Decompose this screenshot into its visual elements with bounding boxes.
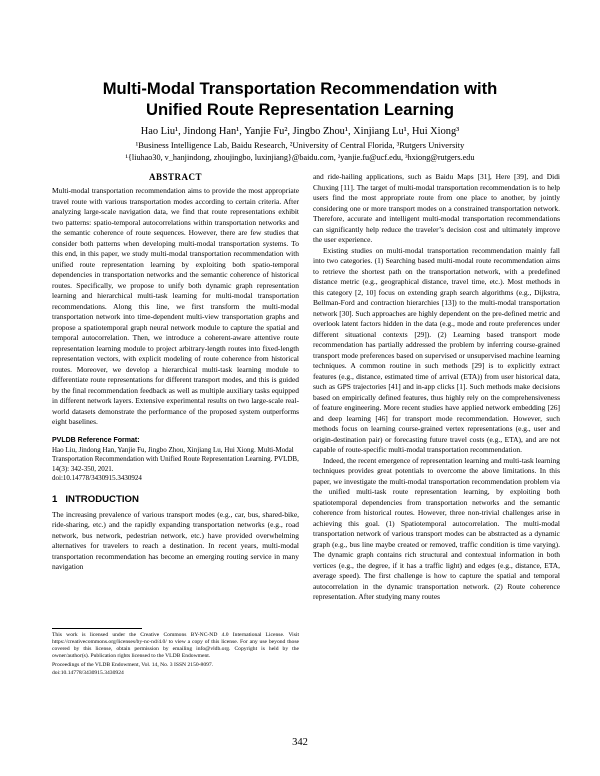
reference-format-heading: PVLDB Reference Format:	[52, 436, 140, 444]
reference-format	[52, 436, 299, 484]
footnote-divider	[52, 628, 142, 629]
right-column	[313, 172, 560, 603]
intro-paragraph-continued: and ride-hailing applications, such as Baidu Maps [31], Here [39], and Didi Chuxing [11]. The target of multi-modal transportation recommendation is to help users find the most appropriate route from one place to another, by jointly considering one or more transport modes on a constrained transportation network. Therefore, accurate and intelligent multi-modal transportation recommendations can significantly help reduce the traveler’s decision cost and ultimately improve the user experience.	[313, 172, 560, 244]
page-number: 342	[292, 737, 308, 748]
proceedings-info: Proceedings of the VLDB Endowment, Vol. 14, No. 3 ISSN 2150-8097.	[52, 661, 214, 668]
license-notice: This work is licensed under the Creative Commons BY-NC-ND 4.0 International License. Visit https://creativecommons.org/licenses/by-nc-nd/4.0/ to view a copy of this license. For any use beyond those covered by this license, obtain permission by emailing info@vldb.org. Copyright is held by the owner/author(s). Publication rights licensed to the VLDB Endowment.	[52, 632, 299, 660]
intro-paragraph-existing-studies: Existing studies on multi-modal transportation recommendation mainly fall into two categories. (1) Searching based multi-modal route recommendation aims to retrieve the shortest path on the transportation network, with a predefined distance metric (e.g., geographical distance, travel time, etc.). Most methods in this category [2, 10] focus on extending graph search algorithms (e.g., Dijkstra, Bellman-Ford and contraction hierarchies [13]) to the multi-modal transportation network [30]. Such approaches are highly dependent on the pre-defined metric and overlook latent factors hidden in the data (e.g., mode and route preferences under different situational contexts [29]). (2) Learning based transport mode recommendation has partially addressed the problem by inferring course-grained transport mode preferences based on supervised or unsupervised machine learning techniques. A common routine in such methods [29] is to explicitly extract features (e.g., distance, estimated time of arrival (ETA)) from user historical data, such as GPS trajectories [41] and in-app clicks [1]. Such methods make decisions based on empirically defined features, thus highly rely on the comprehensiveness of feature engineering. More recent studies have applied network embedding [26] and deep learning [46] for transport mode recommendation. However, such methods focus on learning course-grained vertex representations (e.g., user and origin-destination pair) or forecasting future travel costs (e.g., ETA), and are not capable of route-specific multi-modal transportation recommendation.	[313, 245, 560, 454]
intro-paragraph: The increasing prevalence of various transport modes (e.g., car, bus, shared-bike, ride-sharing, etc.) and the rapidly expanding transportation networks (e.g., road network, bus network, pedestrian network, etc.) have provided overwhelming alternatives for travelers to reach a destination. In recent years, multi-modal transportation recommendation has become an emerging routing service in many navigation	[52, 509, 299, 572]
title-line-2: Unified Route Representation Learning	[146, 100, 454, 119]
section-title: INTRODUCTION	[65, 493, 139, 505]
abstract-text: Multi-modal transportation recommendation aims to provide the most appropriate travel route with various transportation modes according to certain criteria. After analyzing large-scale navigation data, we find that route representations exhibit two patterns: spatio-temporal autocorrelations within transportation networks and the semantic coherence of route sequences. However, there are few studies that consider both patterns when developing multi-modal transportation systems. To this end, in this paper, we study multi-modal transportation recommendation with unified route representation learning by exploiting both spatio-temporal dependencies in transportation networks and the semantic coherence of historical routes. Specifically, we propose to unify both dynamic graph representation learning and hierarchical multi-task learning for multi-modal transportation recommendations. Along this line, we first transform the multi-modal transportation network into time-dependent multi-view transportation graphs and propose a spatiotemporal graph neural network module to capture the spatial and temporal autocorrelation. Then, we introduce a coherent-aware attentive route representation learning module to project arbitrary-length routes into fixed-length representation vectors, with explicit modeling of route coherence from historical routes. Moreover, we develop a hierarchical multi-task learning module to differentiate route representations for different transport modes, and this is guided by the final recommendation feedback as well as multiple auxiliary tasks equipped in different network layers. Extensive experimental results on two large-scale real-world datasets demonstrate the performance of the proposed system outperforms eight baselines.	[52, 186, 299, 426]
intro-paragraph-challenges: Indeed, the recent emergence of representation learning and multi-task learning techniques provides great potentials to overcome the above limitations. In this paper, we investigate the multi-modal transportation recommendation problem via the unified multi-task route representation learning, by exploiting both spatiotemporal dependencies from transportation networks and the semantic coherence from historical routes. However, three non-trivial challenges arise in achieving this goal. (1) Spatiotemporal autocorrelation. The multi-modal transportation network of various transport modes can be abstracted as a dynamic graph (e.g., bus line maybe created or removed, traffic condition is time varying). The dynamic graph contains rich structural and contextual information in both vertices (e.g., the degree, if it has a traffic light) and edges (e.g., distance, ETA, average speed). The first challenge is how to capture the spatial and temporal autocorrelation in the dynamic transportation network. (2) Route coherence representation. After studying many routes	[313, 455, 560, 601]
left-column	[52, 172, 299, 573]
reference-citation: Hao Liu, Jindong Han, Yanjie Fu, Jingbo Zhou, Xinjiang Lu, Hui Xiong. Multi-Modal Transportation Recommendation with Unified Route Representation Learning. PVLDB, 14(3): 342-350, 2021.	[52, 445, 299, 473]
title-line-1: Multi-Modal Transportation Recommendation with	[102, 79, 498, 98]
author-emails: ¹{liuhao30, v_hanjindong, zhoujingbo, luxinjiang}@baidu.com, ²yanjie.fu@ucf.edu, ³hxiong@rutgers.edu	[125, 153, 475, 162]
section-heading-introduction	[52, 494, 299, 505]
abstract-heading: ABSTRACT	[148, 172, 202, 182]
paper-title	[0, 78, 600, 120]
reference-doi: doi:10.14778/3430915.3430924	[52, 474, 142, 483]
footnote	[52, 632, 299, 679]
footnote-doi: doi:10.14778/3430915.3430924	[52, 670, 124, 677]
section-number: 1	[52, 493, 58, 505]
author-list: Hao Liu¹, Jindong Han¹, Yanjie Fu², Jingbo Zhou¹, Xinjiang Lu¹, Hui Xiong³	[140, 126, 460, 137]
affiliations: ¹Business Intelligence Lab, Baidu Research, ²University of Central Florida, ³Rutgers University	[135, 140, 465, 150]
